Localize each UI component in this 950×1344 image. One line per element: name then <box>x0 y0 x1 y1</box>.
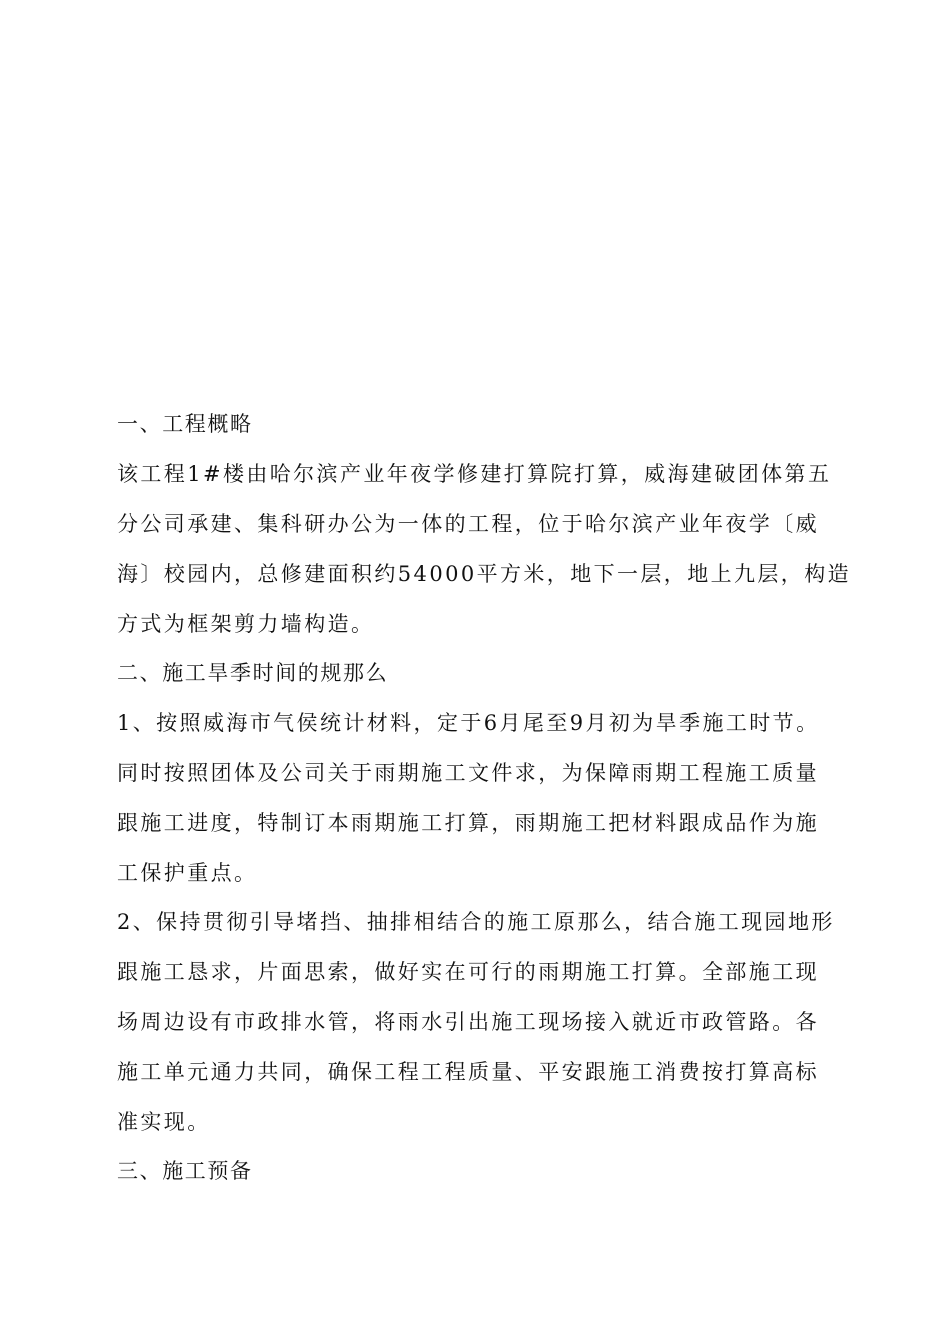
paragraph-line: 该工程1#楼由哈尔滨产业年夜学修建打算院打算，威海建破团体第五 <box>117 462 832 486</box>
paragraph-line: 场周边设有市政排水管，将雨水引出施工现场接入就近市政管路。各 <box>117 1010 819 1034</box>
paragraph-line: 方式为框架剪力墙构造。 <box>117 612 375 636</box>
paragraph-line: 跟施工恳求，片面思索，做好实在可行的雨期施工打算。全部施工现 <box>117 960 819 984</box>
section-heading-3: 三、施工预备 <box>117 1159 253 1183</box>
paragraph-line: 工保护重点。 <box>117 861 258 885</box>
section-heading-2: 二、施工旱季时间的规那么 <box>117 661 389 685</box>
paragraph-line: 同时按照团体及公司关于雨期施工文件求，为保障雨期工程施工质量 <box>117 761 819 785</box>
paragraph-line: 2、保持贯彻引导堵挡、抽排相结合的施工原那么，结合施工现园地形 <box>117 910 835 934</box>
paragraph-line: 1、按照威海市气侯统计材料，定于6月尾至9月初为旱季施工时节。 <box>117 711 820 735</box>
paragraph-line: 海〕校园内，总修建面积约54000平方米，地下一层，地上九层，构造 <box>117 562 852 586</box>
paragraph-line: 施工单元通力共同，确保工程工程质量、平安跟施工消费按打算高标 <box>117 1060 819 1084</box>
paragraph-line: 准实现。 <box>117 1110 211 1134</box>
section-heading-1: 一、工程概略 <box>117 412 253 436</box>
paragraph-line: 跟施工进度，特制订本雨期施工打算，雨期施工把材料跟成品作为施 <box>117 811 819 835</box>
paragraph-line: 分公司承建、集科研办公为一体的工程，位于哈尔滨产业年夜学〔威 <box>117 512 819 536</box>
